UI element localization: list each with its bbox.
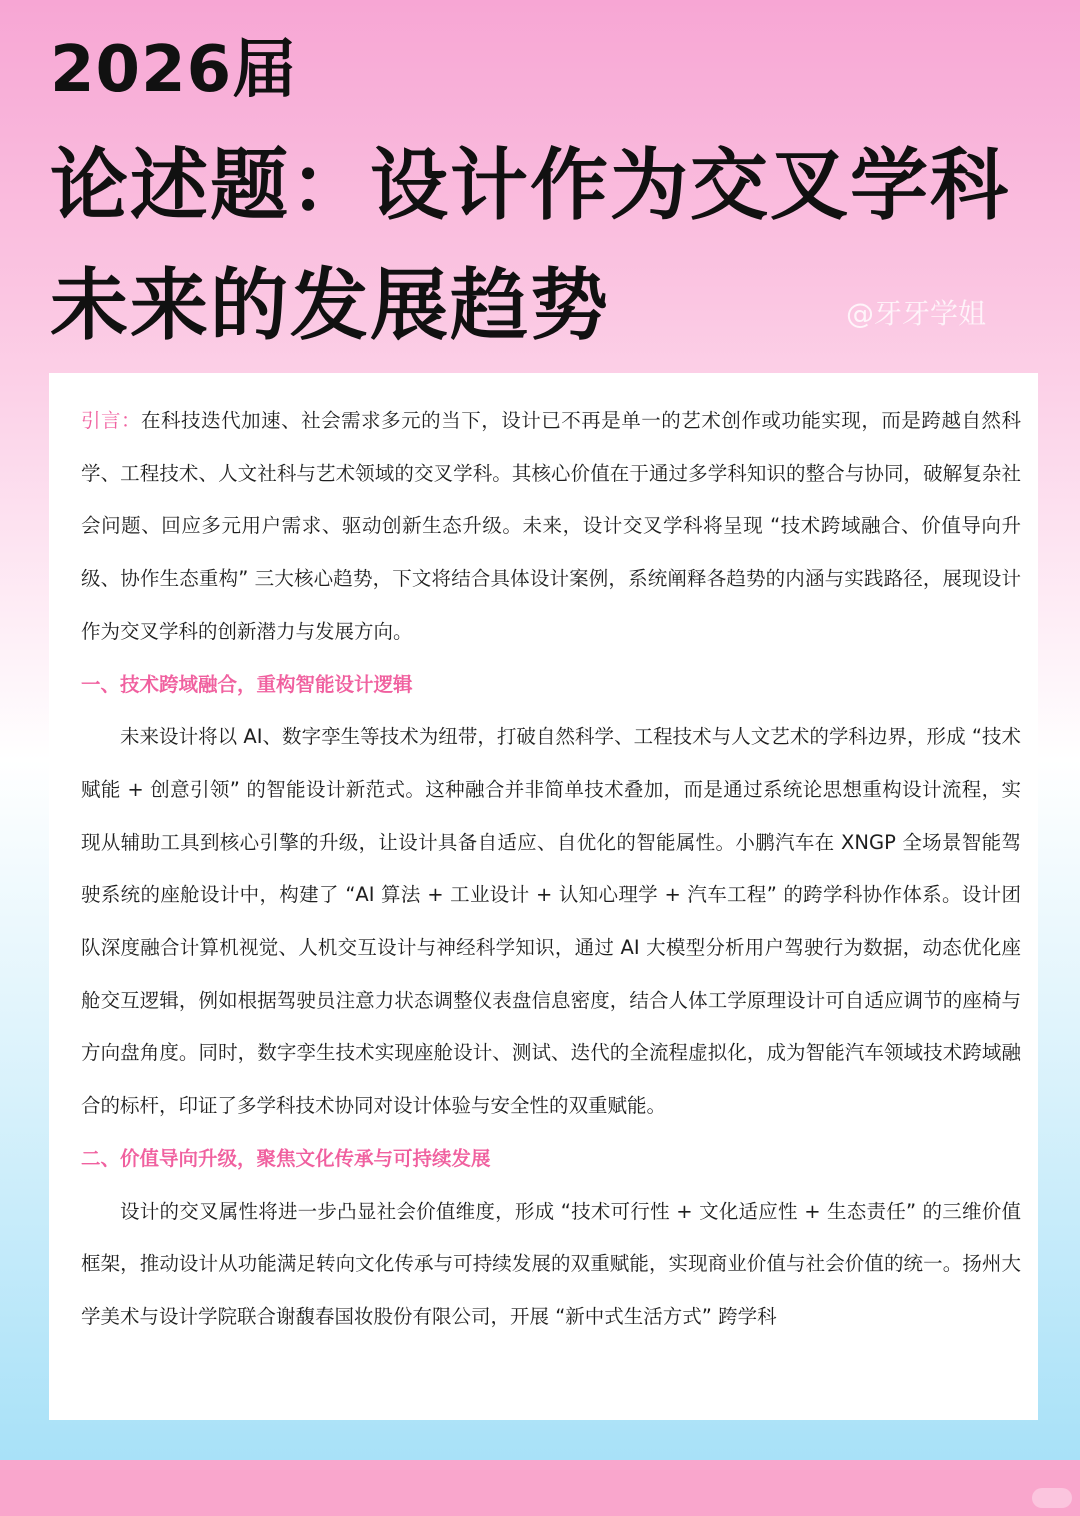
section-2-paragraph: 设计的交叉属性将进一步凸显社会价值维度，形成 “技术可行性 + 文化适应性 + 生态责任” 的三维价值框架，推动设计从功能满足转向文化传承与可持续发展的双重赋能，实现商业价值与社会价值的统一。扬州大学美术与设计学院联合谢馥春国妆股份有限公司，开展 “新中式生活方式” 跨学科 (81, 1199, 1021, 1328)
section-1-paragraph: 未来设计将以 AI、数字孪生等技术为纽带，打破自然科学、工程技术与人文艺术的学科边界，形成 “技术赋能 + 创意引领” 的智能设计新范式。这种融合并非简单技术叠加，而是通过系统论思想重构设计流程，实现从辅助工具到核心引擎的升级，让设计具备自适应、自优化的智能属性。小鹏汽车在 XNGP 全场景智能驾驶系统的座舱设计中，构建了 “AI 算法 + 工业设计 + 认知心理学 + 汽车工程” 的跨学科协作体系。设计团队深度融合计算机视觉、人机交互设计与神经科学知识，通过 AI 大模型分析用户驾驶行为数据，动态优化座舱交互逻辑，例如根据驾驶员注意力状态调整仪表盘信息密度，结合人体工学原理设计可自适应调节的座椅与方向盘角度。同时，数字孪生技术实现座舱设计、测试、迭代的全流程虚拟化，成为智能汽车领域技术跨域融合的标杆，印证了多学科技术协同对设计体验与安全性的双重赋能。 (81, 725, 1021, 1118)
author-watermark: @牙牙学姐 (846, 297, 987, 330)
section-2-heading: 二、价值导向升级，聚焦文化传承与可持续发展 (81, 1146, 491, 1170)
intro-label: 引言： (81, 409, 142, 432)
page-title-line-2: 未来的发展趋势 (50, 261, 611, 351)
intro-text: 在科技迭代加速、社会需求多元的当下，设计已不再是单一的艺术创作或功能实现，而是跨越自然科学、工程技术、人文社科与艺术领域的交叉学科。其核心价值在于通过多学科知识的整合与协同，破解复杂社会问题、回应多元用户需求、驱动创新生态升级。未来，设计交叉学科将呈现 “技术跨域融合、价值导向升级、协作生态重构” 三大核心趋势，下文将结合具体设计案例，系统阐释各趋势的内涵与实践路径，展现设计作为交叉学科的创新潜力与发展方向。 (81, 409, 1021, 643)
page-title-line-1: 论述题：设计作为交叉学科 (50, 141, 1011, 231)
year-label: 2026届 (50, 33, 298, 107)
corner-watermark-icon (1032, 1488, 1072, 1508)
bottom-band (0, 1460, 1080, 1516)
article-card (49, 373, 1038, 1420)
article-body (81, 395, 1021, 1344)
intro-paragraph (81, 395, 1021, 659)
section-1-heading: 一、技术跨域融合，重构智能设计逻辑 (81, 672, 413, 696)
